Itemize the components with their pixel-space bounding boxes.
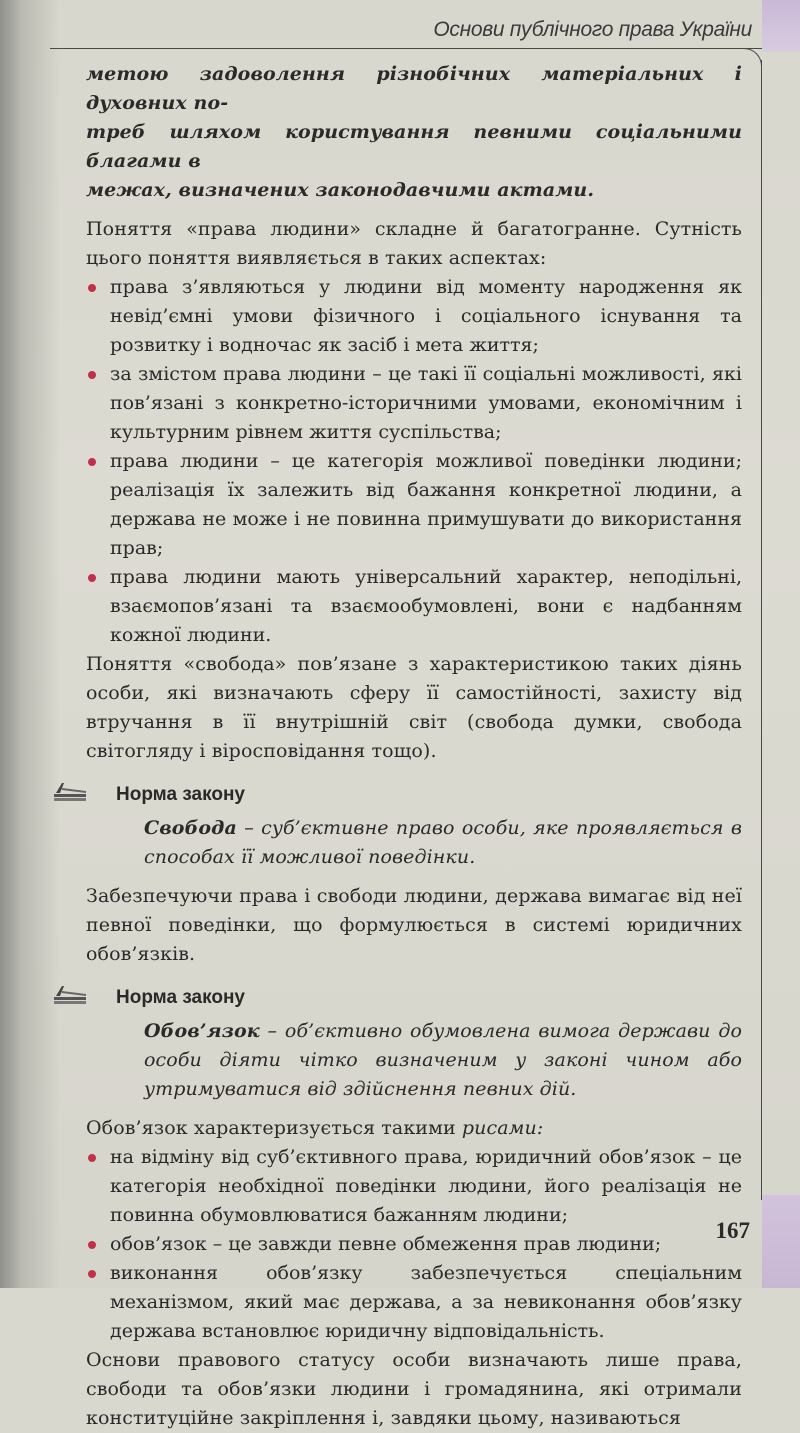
page-content <box>86 60 742 1433</box>
list-item: права людини – це категорія можливої поведінки людини; реалізація їх залежить від бажання конкретної людини, а держава не може і не повинна примушувати до використання прав; <box>86 447 742 563</box>
law-book-icon <box>52 983 88 1007</box>
intro-text <box>86 60 742 205</box>
intro-line: треб шляхом користування певними соціальними благами в <box>86 121 742 172</box>
right-margin-rule <box>761 60 762 1200</box>
paragraph-duties: Забезпечуючи права і свободи людини, держава вимагає від неї певної поведінки, що формулюється в системі юридичних обов’язків. <box>86 885 742 965</box>
list-item: за змістом права людини – це такі її соціальні можливості, які пов’язані з конкретно-історичними умовами, економічним і культурним рівнем життя суспільства; <box>86 360 742 447</box>
bullet-icon <box>88 371 96 379</box>
list-item: обов’язок – це завжди певне обмеження прав людини; <box>86 1230 742 1259</box>
section-tab-bottom <box>762 1195 800 1288</box>
header-rule-corner <box>741 48 762 89</box>
header-title: Основи публічного права України <box>433 18 752 41</box>
norma-label: Норма закону <box>116 784 246 805</box>
list-item: виконання обов’язку забезпечується спеціальним механізмом, який має держава, а за невиконання обов’язку держава встановлює юридичну відповідальність. <box>86 1259 742 1346</box>
definition-text: – об’єктивно обумовлена вимога держави до особи діяти чітко визначеним у законі чином або утримуватися від здійснення певних дій. <box>144 1020 742 1100</box>
paragraph-legal-status: Основи правового статусу особи визначають лише права, свободи та обов’язки людини і громадянина, які отримали конституційне закріплення і, завдяки цьому, називаються <box>86 1349 742 1429</box>
page-gutter-shadow <box>0 0 60 1288</box>
term: Обов’язок <box>144 1020 260 1042</box>
bullet-icon <box>88 284 96 292</box>
duty-features-list <box>86 1143 742 1346</box>
section-tab-top <box>762 0 800 52</box>
list-item: права з’являються у людини від моменту народження як невід’ємні умови фізичного і соціального існування та розвитку і водночас як засіб і мета життя; <box>86 273 742 360</box>
paragraph-rights-concept: Поняття «права людини» складне й багатогранне. Сутність цього поняття виявляється в таких аспектах: <box>86 218 742 269</box>
header-rule <box>50 48 762 49</box>
bullet-icon <box>88 458 96 466</box>
bullet-icon <box>88 1154 96 1162</box>
bullet-icon <box>88 1241 96 1249</box>
running-header <box>50 8 762 48</box>
term: Свобода <box>144 817 237 839</box>
intro-line: межах, визначених законодавчими актами. <box>86 179 595 201</box>
norma-label: Норма закону <box>116 987 246 1008</box>
list-item: права людини мають універсальний характер, неподільні, взаємопов’язані та взаємообумовлені, вони є надбанням кожної людини. <box>86 563 742 650</box>
norma-heading-1 <box>86 774 742 814</box>
intro-line: метою задоволення різнобічних матеріальних і духовних по- <box>86 63 742 114</box>
paragraph-duty-features: Обов’язок характеризується такими рисами: <box>86 1117 544 1139</box>
definition-duty <box>86 1017 742 1104</box>
definition-text: – суб’єктивне право особи, яке проявляється в способах її можливої поведінки. <box>144 817 742 868</box>
page-number: 167 <box>715 1218 750 1243</box>
bullet-icon <box>88 1270 96 1278</box>
list-item: на відміну від суб’єктивного права, юридичний обов’язок – це категорія необхідної поведінки людини, його реалізація не повинна обумовлюватися бажанням людини; <box>86 1143 742 1230</box>
definition-freedom <box>86 814 742 872</box>
paragraph-freedom-concept: Поняття «свобода» пов’язане з характеристикою таких діянь особи, які визначають сферу її самостійності, захисту від втручання в її внутрішній світ (свобода думки, свобода світогляду і віросповідання тощо). <box>86 653 742 762</box>
law-book-icon <box>52 780 88 804</box>
norma-heading-2 <box>86 977 742 1017</box>
bullet-icon <box>88 574 96 582</box>
rights-aspects-list <box>86 273 742 650</box>
